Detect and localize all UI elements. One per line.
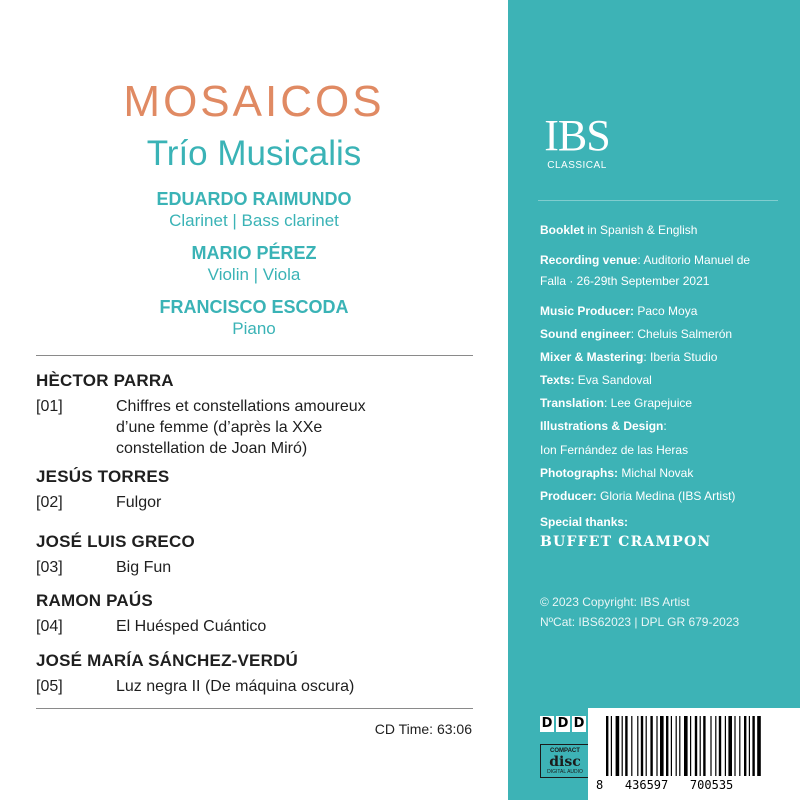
track-number: [04] <box>36 618 63 635</box>
sponsor-name: BUFFET CRAMPON <box>540 534 712 550</box>
artist-name: MARIO PÉREZ <box>191 243 317 263</box>
credit-illustrations-name: Ion Fernández de las Heras <box>540 443 689 457</box>
barcode-bar <box>637 716 638 776</box>
track-number: [05] <box>36 678 63 695</box>
barcode-bars <box>588 708 800 778</box>
catalog-line: NºCat: IBS62023 | DPL GR 679-2023 <box>540 615 740 629</box>
credit-venue: Recording venue: Auditorio Manuel de Falla · 26-29th September 2021 <box>540 253 751 288</box>
credit-texts: Texts: Eva Sandoval <box>540 373 652 387</box>
barcode-bar <box>650 716 652 776</box>
credit-sound-engineer: Sound engineer: Cheluis Salmerón <box>540 327 733 341</box>
track-title: Big Fun <box>116 559 172 576</box>
credit-producer: Producer: Gloria Medina (IBS Artist) <box>540 489 736 503</box>
track-title: Luz negra II (De máquina oscura) <box>116 678 355 695</box>
barcode-bar <box>690 716 691 776</box>
artist-role: Piano <box>232 319 276 338</box>
ddd-letter: D <box>541 716 553 731</box>
divider <box>36 355 473 356</box>
album-title: MOSAICOS <box>123 77 385 126</box>
composer-name: RAMON PAÚS <box>36 591 153 610</box>
barcode-bar <box>700 716 701 776</box>
barcode-bar <box>671 716 672 776</box>
track-number: [02] <box>36 494 63 511</box>
barcode-bar <box>728 716 732 776</box>
credit-booklet: Booklet in Spanish & English <box>540 223 698 237</box>
credit-music-producer: Music Producer: Paco Moya <box>540 304 698 318</box>
track-number: [03] <box>36 559 63 576</box>
composer-name: HÈCTOR PARRA <box>36 371 174 390</box>
barcode-bar <box>695 716 697 776</box>
track-title: Fulgor <box>116 494 162 511</box>
track-title-line: Chiffres et constellations amoureux <box>116 398 366 415</box>
track-title: El Huésped Cuántico <box>116 618 267 635</box>
barcode-bar <box>703 716 705 776</box>
barcode-bar <box>749 716 750 776</box>
credit-translation: Translation: Lee Grapejuice <box>540 396 693 410</box>
barcode-bar <box>676 716 677 776</box>
track-number: [01] <box>36 398 63 415</box>
barcode-bar <box>684 716 688 776</box>
logo-subtitle: CLASSICAL <box>547 160 607 171</box>
barcode-bar <box>616 716 620 776</box>
disc-logo-top: COMPACT <box>550 748 580 754</box>
barcode-bar <box>631 716 632 776</box>
disc-logo-word: disc <box>549 754 581 770</box>
barcode-number: 8 436597 700535 <box>596 778 734 792</box>
ibs-logo <box>542 111 612 171</box>
barcode-bar <box>622 716 623 776</box>
divider <box>36 708 473 709</box>
barcode-bar <box>744 716 746 776</box>
ddd-badge <box>540 716 586 732</box>
ddd-letter: D <box>557 716 569 731</box>
barcode-bar <box>710 716 711 776</box>
barcode-bar <box>734 716 735 776</box>
artist-role: Violin | Viola <box>207 265 301 284</box>
barcode-bar <box>656 716 657 776</box>
barcode-bar <box>625 716 627 776</box>
barcode-bar <box>606 716 608 776</box>
barcode-bar <box>757 716 761 776</box>
barcode-bar <box>679 716 680 776</box>
logo-wordmark: IBS <box>544 111 610 160</box>
disc-logo-bottom: DIGITAL AUDIO <box>547 769 583 775</box>
compact-disc-logo <box>540 744 590 778</box>
barcode-bar <box>660 716 664 776</box>
composer-name: JOSÉ MARÍA SÁNCHEZ-VERDÚ <box>36 651 299 670</box>
ensemble-name: Trío Musicalis <box>146 134 362 173</box>
copyright-line: © 2023 Copyright: IBS Artist <box>540 595 690 609</box>
credit-photographs: Photographs: Michal Novak <box>540 466 694 480</box>
credits-panel <box>508 0 800 800</box>
barcode-bar <box>666 716 668 776</box>
artist-name: FRANCISCO ESCODA <box>159 297 349 317</box>
barcode-bar <box>646 716 647 776</box>
artist-role: Clarinet | Bass clarinet <box>169 211 339 230</box>
barcode-bar <box>715 716 716 776</box>
composer-name: JOSÉ LUIS GRECO <box>36 532 195 551</box>
barcode-bar <box>752 716 754 776</box>
credit-mixer: Mixer & Mastering: Iberia Studio <box>540 350 718 364</box>
cd-time: CD Time: 63:06 <box>374 721 472 737</box>
credit-special-thanks: Special thanks: <box>540 515 629 529</box>
track-title-line: constellation de Joan Miró) <box>116 440 308 457</box>
track-title-line: d’une femme (d’après la XXe <box>116 419 323 436</box>
divider <box>538 200 778 201</box>
ddd-letter: D <box>573 716 585 731</box>
track-title <box>116 396 476 459</box>
barcode-bar <box>739 716 740 776</box>
barcode-bar <box>719 716 721 776</box>
artist-name: EDUARDO RAIMUNDO <box>156 189 352 209</box>
barcode-bar <box>641 716 643 776</box>
barcode <box>588 708 800 800</box>
credit-illustrations: Illustrations & Design: <box>540 419 667 433</box>
barcode-bar <box>611 716 612 776</box>
barcode-bar <box>725 716 726 776</box>
composer-name: JESÚS TORRES <box>36 467 170 486</box>
